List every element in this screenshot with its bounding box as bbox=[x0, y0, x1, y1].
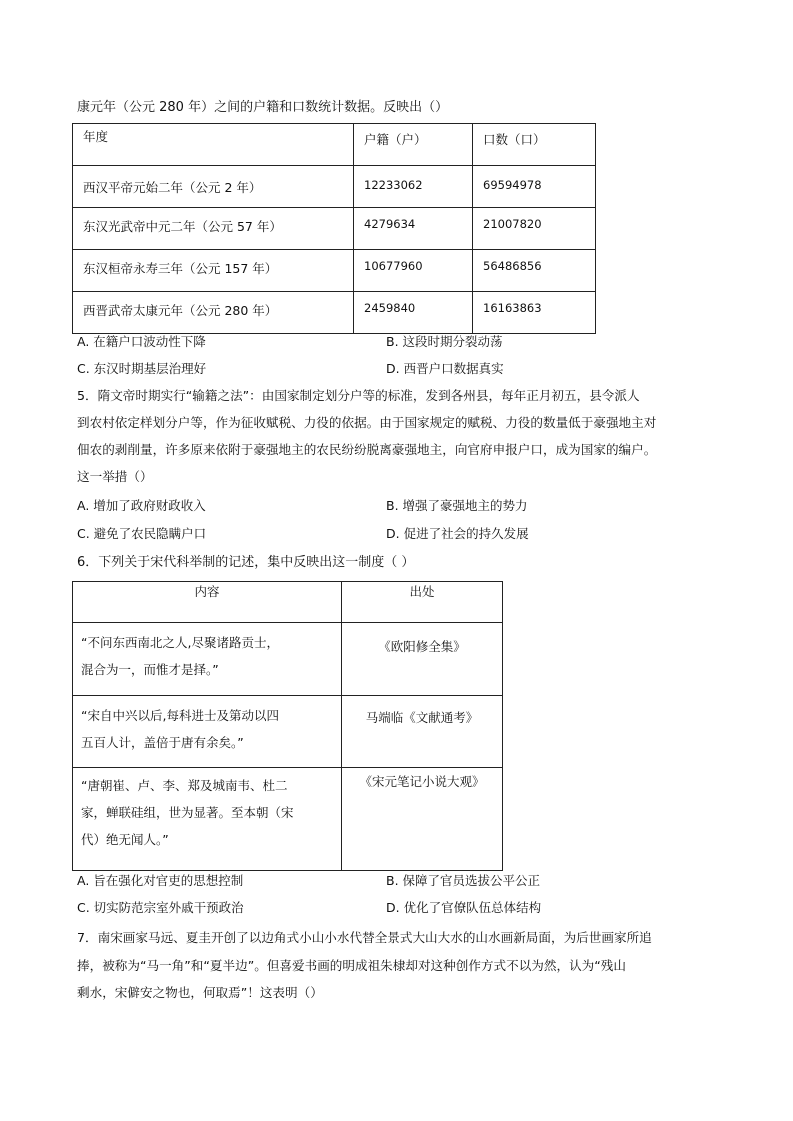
keju-table bbox=[72, 581, 503, 871]
table-row bbox=[73, 250, 596, 292]
population-cell: 56486856 bbox=[483, 259, 542, 273]
content-cell: “宋自中兴以后,每科进士及第动以四 五百人计，盖倍于唐有余矣。” bbox=[73, 696, 342, 768]
q5-option-d[interactable]: D. 促进了社会的持久发展 bbox=[386, 526, 529, 541]
q5-stem-line: 5．隋文帝时期实行“输籍之法”：由国家制定划分户等的标准，发到各州县，每年正月初五，县令派人 bbox=[77, 388, 640, 403]
population-cell: 21007820 bbox=[483, 217, 542, 231]
q6-option-a[interactable]: A. 旨在强化对官吏的思想控制 bbox=[77, 873, 244, 888]
question4-stem-tail: 康元年（公元 280 年）之间的户籍和口数统计数据。反映出（） bbox=[77, 100, 449, 115]
q4-option-b[interactable]: B. 这段时期分裂动荡 bbox=[386, 334, 503, 349]
header-source: 出处 bbox=[342, 582, 503, 623]
q7-stem-line: 捧，被称为“马一角”和“夏半边”。但喜爱书画的明成祖朱棣却对这种创作方式不以为然，认为“残山 bbox=[77, 958, 626, 973]
content-cell: “唐朝崔、卢、李、郑及城南韦、杜二 家，蝉联硅组，世为显著。至本朝（宋 代）绝无闻人。” bbox=[73, 768, 342, 871]
table-row bbox=[73, 623, 503, 696]
content-cell: “不问东西南北之人,尽聚诸路贡士， 混合为一，而惟才是择。” bbox=[73, 623, 342, 696]
era-cell: 西汉平帝元始二年（公元 2 年） bbox=[83, 180, 262, 195]
population-table bbox=[72, 123, 596, 334]
header-year: 年度 bbox=[73, 124, 354, 166]
q5-stem-line: 这一举措（） bbox=[77, 469, 153, 484]
households-cell: 2459840 bbox=[364, 301, 416, 315]
population-cell: 16163863 bbox=[483, 301, 542, 315]
q5-option-a[interactable]: A. 增加了政府财政收入 bbox=[77, 498, 206, 513]
population-cell: 69594978 bbox=[483, 178, 542, 192]
q5-option-b[interactable]: B. 增强了豪强地主的势力 bbox=[386, 498, 528, 513]
header-population: 口数（口） bbox=[473, 124, 596, 166]
table-row bbox=[73, 166, 596, 208]
source-cell: 《欧阳修全集》 bbox=[342, 623, 503, 696]
q5-option-c[interactable]: C. 避免了农民隐瞒户口 bbox=[77, 526, 207, 541]
q5-stem-line: 佃农的剥削量，许多原来依附于豪强地主的农民纷纷脱离豪强地主，向官府申报户口，成为国家的编户。 bbox=[77, 442, 657, 457]
q5-stem-line: 到农村依定样划分户等，作为征收赋税、力役的依据。由于国家规定的赋税、力役的数量低于豪强地主对 bbox=[77, 415, 657, 430]
era-cell: 西晋武帝太康元年（公元 280 年） bbox=[83, 303, 278, 318]
households-cell: 12233062 bbox=[364, 178, 423, 192]
q7-stem-line: 剩水，宋僻安之物也，何取焉”！这表明（） bbox=[77, 985, 323, 1000]
households-cell: 4279634 bbox=[364, 217, 416, 231]
table-row bbox=[73, 768, 503, 871]
households-cell: 10677960 bbox=[364, 259, 423, 273]
table-row bbox=[73, 696, 503, 768]
q4-option-d[interactable]: D. 西晋户口数据真实 bbox=[386, 361, 504, 376]
q7-stem-line: 7．南宋画家马远、夏圭开创了以边角式小山小水代替全景式大山大水的山水画新局面，为后世画家所追 bbox=[77, 930, 652, 945]
source-cell: 《宋元笔记小说大观》 bbox=[342, 768, 503, 871]
q4-option-c[interactable]: C. 东汉时期基层治理好 bbox=[77, 361, 207, 376]
table-row bbox=[73, 292, 596, 334]
era-cell: 东汉桓帝永寿三年（公元 157 年） bbox=[83, 261, 278, 276]
table-header-row bbox=[73, 124, 596, 166]
q4-option-a[interactable]: A. 在籍户口波动性下降 bbox=[77, 334, 206, 349]
era-cell: 东汉光武帝中元二年（公元 57 年） bbox=[83, 219, 282, 234]
header-content: 内容 bbox=[73, 582, 342, 623]
q6-option-c[interactable]: C. 切实防范宗室外戚干预政治 bbox=[77, 900, 244, 915]
table-row bbox=[73, 208, 596, 250]
q6-option-d[interactable]: D. 优化了官僚队伍总体结构 bbox=[386, 900, 542, 915]
source-cell: 马端临《文献通考》 bbox=[342, 696, 503, 768]
header-households: 户籍（户） bbox=[354, 124, 473, 166]
q6-stem: 6．下列关于宋代科举制的记述，集中反映出这一制度（ ） bbox=[77, 555, 415, 570]
table-header-row bbox=[73, 582, 503, 623]
q6-option-b[interactable]: B. 保障了官员选拔公平公正 bbox=[386, 873, 541, 888]
